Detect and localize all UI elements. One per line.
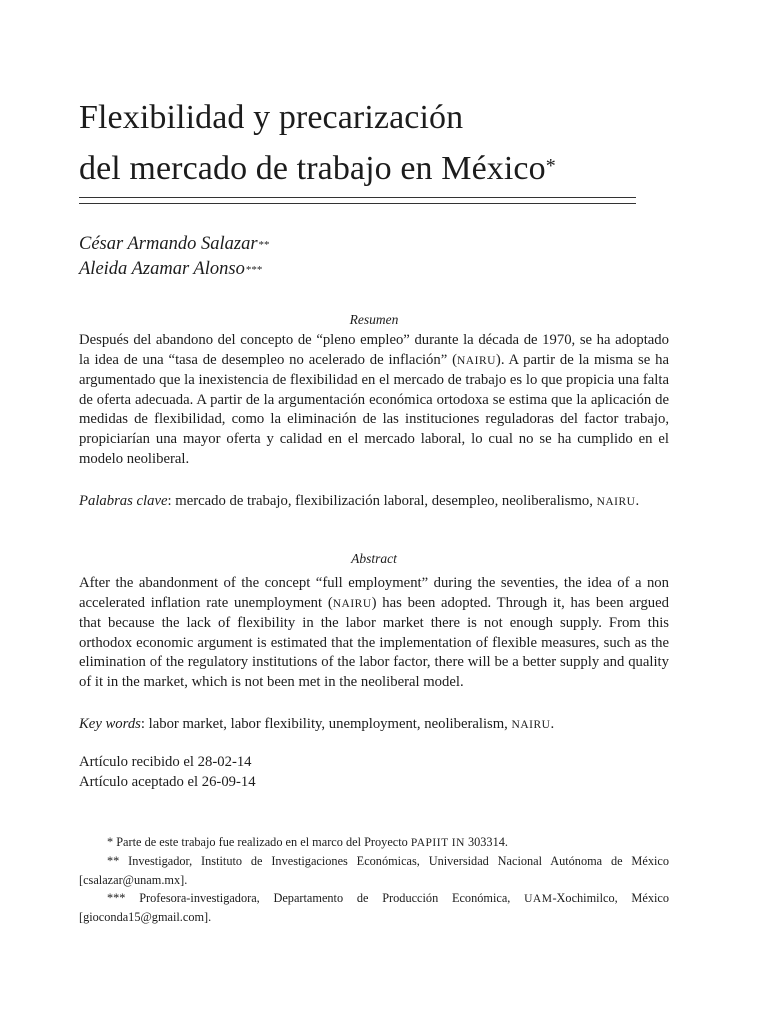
resumen-paragraph	[79, 331, 669, 469]
footnote-text: ** Investigador, Instituto de Investigaciones Económicas, Universidad Nacional Autónoma de México [csalazar@unam.mx].	[79, 854, 669, 887]
abstract-acronym: NAIRU	[332, 597, 372, 610]
footnote-acronym: PAPIIT IN	[410, 837, 465, 849]
author-name: Aleida Azamar Alonso	[79, 259, 245, 279]
author-name: César Armando Salazar	[79, 234, 258, 254]
resumen-acronym: NAIRU	[457, 354, 496, 367]
keywords-end: .	[635, 493, 640, 509]
resumen-keywords	[79, 492, 669, 513]
resumen-text: ). A partir de la misma se ha argumentado que la inexistencia de flexibilidad en el mercado de trabajo es lo que propicia una falta de oferta adecuada. A partir de la argumentación económica ortodoxa se estima que la aplicación de medidas de flexibilidad, como la eliminación de las instituciones reguladoras del factor trabajo, propiciarían una mayor oferta y calidad en el mercado laboral, lo cual no se ha cumplido en el modelo neoliberal.	[79, 351, 669, 467]
author-1	[79, 232, 270, 257]
footnote-text: * Parte de este trabajo fue realizado en el marco del Proyecto	[107, 835, 411, 849]
accepted-date: Artículo aceptado el 26-09-14	[79, 773, 256, 790]
footnote-text: 303314.	[464, 835, 508, 849]
resumen-text: Después del abandono del concepto de “pleno empleo” durante la década de 1970, se ha adoptado la idea de una “tasa de desempleo no acelerado de inflación” (	[79, 332, 669, 368]
abstract-keywords	[79, 715, 669, 736]
keywords-end: .	[550, 716, 555, 732]
resumen-heading: Resumen	[349, 312, 399, 327]
title-rule-top	[79, 197, 636, 198]
footnote-2	[79, 852, 669, 889]
article-title	[79, 92, 679, 194]
keywords-acronym: NAIRU	[511, 719, 551, 731]
footnote-3	[79, 889, 669, 927]
abstract-paragraph	[79, 574, 669, 693]
footnote-1	[79, 833, 669, 852]
article-dates	[79, 753, 256, 792]
abstract-heading: Abstract	[351, 551, 397, 566]
footnote-text: -Xochimilco, México [gioconda15@gmail.com].	[79, 890, 669, 925]
author-2	[79, 257, 270, 282]
author-footnote-mark: **	[258, 239, 270, 251]
footnote-text: *** Profesora-investigadora, Departamento de Producción Económica,	[107, 890, 525, 905]
title-line-1: Flexibilidad y precarización	[79, 99, 464, 136]
title-line-2: del mercado de trabajo en México	[79, 150, 546, 187]
keywords-text: : mercado de trabajo, flexibilización laboral, desempleo, neoliberalismo,	[167, 493, 597, 509]
abstract-text: After the abandonment of the concept “full employment” during the seventies, the idea of a non accelerated inflation rate unemployment (	[79, 575, 669, 611]
footnotes	[79, 833, 669, 926]
abstract-text: ) has been adopted. Through it, has been argued that because the lack of flexibility in the labor market there is not enough supply. From this orthodox economic argument is estimated that the implementation of flexible measures, such as the elimination of the regulatory institutions of the labor factor, there will be a better supply and quality of it in the market, which is not been met in the neoliberal model.	[79, 594, 669, 690]
footnote-acronym: UAM	[524, 892, 553, 905]
title-footnote-mark: *	[545, 155, 556, 177]
keywords-label: Key words	[79, 716, 141, 732]
keywords-acronym: NAIRU	[596, 496, 636, 508]
author-footnote-mark: ***	[245, 264, 263, 276]
title-rule-bottom	[79, 203, 636, 204]
keywords-text: : labor market, labor flexibility, unemployment, neoliberalism,	[140, 716, 512, 732]
keywords-label: Palabras clave	[79, 493, 168, 509]
received-date: Artículo recibido el 28-02-14	[79, 754, 252, 770]
author-list	[79, 232, 270, 282]
